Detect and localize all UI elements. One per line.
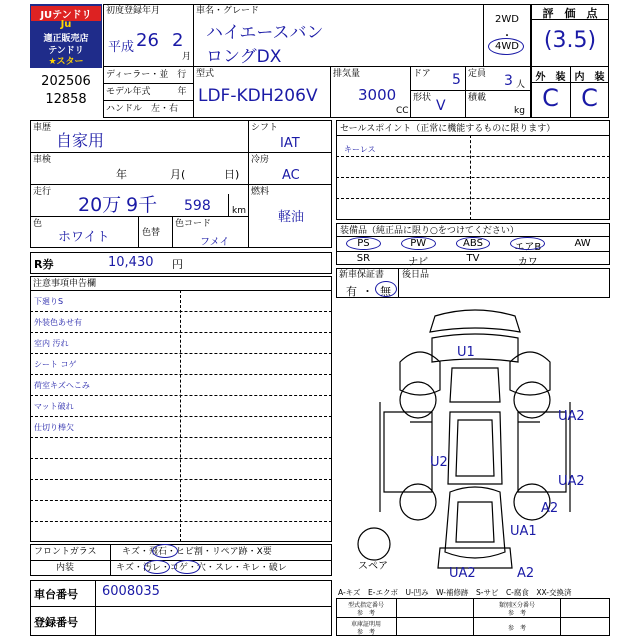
equipment-item: AW <box>574 238 591 249</box>
ext-grade: C <box>542 84 559 112</box>
mileage-sen: 9千 <box>126 194 158 216</box>
model-year-label: モデル年式 年 <box>106 87 187 97</box>
logo-line3: 適正販売店 <box>43 34 89 44</box>
drive-dot: ・ <box>502 31 512 42</box>
displacement-value: 3000 <box>358 86 397 104</box>
rating-value: (3.5) <box>543 28 597 53</box>
mark-ua2-right-lower: UA2 <box>558 474 585 489</box>
mark-u1: U1 <box>457 345 475 360</box>
warranty-none: 無 <box>380 285 391 298</box>
ref-1: 参 考 <box>356 610 375 617</box>
recycle-unit: 円 <box>172 258 183 271</box>
equipment-item: SR <box>356 253 371 264</box>
mileage-man: 20万 <box>78 194 122 216</box>
damage-legend: A-キズ E-エクボ U-凹み W-補修跡 S-サビ C-腐食 XX-交換済 <box>338 588 572 597</box>
capacity-value: 3 <box>504 73 513 89</box>
color-value: ホワイト <box>58 230 110 245</box>
equipment-item: TV <box>466 253 480 264</box>
logo-box <box>30 4 102 68</box>
notes-box <box>30 276 332 542</box>
notes-label: 注意事項申告欄 <box>33 279 97 289</box>
note-item: 外装色あせ有 <box>34 318 82 327</box>
color-code-label: 色コード <box>175 219 212 229</box>
note-item: 室内 汚れ <box>34 339 69 348</box>
load-unit: kg <box>514 106 525 116</box>
warranty-label: 新車保証書 <box>339 270 385 280</box>
inspection-year: 年 <box>116 168 127 181</box>
lot-number-1: 202506 <box>41 74 91 89</box>
equipment-circle <box>510 237 545 250</box>
registration-book-label: 後日品 <box>402 270 430 280</box>
equipment-circle <box>401 237 436 250</box>
logo-line2: Ju <box>60 19 72 30</box>
capacity-label: 定員 <box>468 69 487 79</box>
warranty-have: 有 <box>346 285 357 298</box>
color-change-label: 色替 <box>142 228 161 238</box>
windshield-text: キズ・飛石・ヒビ割・リペア跡・X要 <box>122 547 272 557</box>
first-reg-era: 平成 <box>108 40 135 55</box>
ref-model-label: 型式指定番号 <box>347 602 384 609</box>
ext-label: 外 装 <box>535 72 566 83</box>
chassis-label: 車台番号 <box>34 588 78 601</box>
inspection-day: 日) <box>224 168 240 181</box>
note-item: 下廻りS <box>34 297 64 306</box>
note-item: 荷室キズへこみ <box>34 381 90 390</box>
recycle-label: R券 <box>34 258 54 271</box>
usage-label: 車歴 <box>33 123 52 133</box>
mileage-label: 走行 <box>33 187 52 197</box>
displacement-label: 排気量 <box>333 69 361 79</box>
color-code-value: フメイ <box>200 237 230 248</box>
equipment-item: PW <box>410 238 427 249</box>
logo-line4: テンドリ <box>48 46 84 56</box>
ref-4: 参 考 <box>507 625 526 632</box>
model-value: LDF-KDH206V <box>198 86 318 106</box>
equipment-circle <box>346 237 381 250</box>
mileage-unit: km <box>232 206 246 216</box>
equipment-item: ABS <box>463 238 483 249</box>
windshield-circle <box>152 544 178 558</box>
int-label: 内 装 <box>574 72 605 83</box>
mark-ua2-right: UA2 <box>558 409 585 424</box>
ref-2: 参 考 <box>507 610 526 617</box>
note-item: 仕切り棒欠 <box>34 423 74 432</box>
inspection-label: 車検 <box>33 155 52 165</box>
warranty-none-circle <box>375 281 397 297</box>
mark-u2: U2 <box>430 455 448 470</box>
mileage-rest: 598 <box>184 198 211 214</box>
handle-label: ハンドル 左・右 <box>106 104 179 114</box>
fuel-value: 軽油 <box>278 210 305 225</box>
shift-label: シフト <box>251 123 279 133</box>
recycle-value: 10,430 <box>108 255 154 270</box>
sales-point-item-1: キーレス <box>344 145 376 154</box>
shape-value: V <box>436 98 446 114</box>
equipment-circle <box>456 237 491 250</box>
drive-4wd: 4WD <box>495 41 519 52</box>
equipment-item: カワ <box>517 257 538 268</box>
sales-point-label: セールスポイント（正常に機能するものに限ります） <box>340 124 556 134</box>
warranty-dot: ・ <box>362 285 373 298</box>
logo-line5: ★スター <box>48 57 84 67</box>
interior-circle-2 <box>174 560 200 574</box>
ref-cert-label: 車庫証明用 <box>350 621 381 628</box>
car-grade: ロングDX <box>206 47 282 67</box>
equipment-item: エアB <box>514 242 542 253</box>
doors-label: ドア <box>413 69 431 79</box>
interior-label: 内装 <box>56 563 75 573</box>
equipment-item: ナビ <box>408 257 429 268</box>
int-grade: C <box>581 84 598 112</box>
equipment-item: PS <box>357 238 370 249</box>
lot-number-2: 12858 <box>45 92 87 107</box>
model-label: 型式 <box>196 69 215 79</box>
mark-ua1: UA1 <box>510 524 537 539</box>
displacement-unit: CC <box>396 106 409 116</box>
color-label: 色 <box>33 219 43 229</box>
first-reg-month-unit: 月 <box>182 52 192 62</box>
doors-value: 5 <box>452 72 461 88</box>
aircon-value: AC <box>282 168 300 183</box>
dealer-label: ディーラー・並 行 <box>106 70 187 80</box>
car-name-label: 車名・グレード <box>196 6 260 16</box>
rating-label: 評 価 点 <box>542 7 598 20</box>
fuel-label: 燃料 <box>251 187 270 197</box>
note-item: シート コゲ <box>34 360 77 369</box>
usage-value: 自家用 <box>56 131 105 150</box>
drive-4wd-circle <box>488 38 524 55</box>
windshield-label: フロントガラス <box>34 547 97 557</box>
shape-label: 形状 <box>413 93 432 103</box>
inspection-month: 月( <box>170 168 186 181</box>
aircon-label: 冷房 <box>251 155 270 165</box>
first-reg-month: 2 <box>172 30 184 51</box>
interior-circle-1 <box>144 560 170 574</box>
shift-value: IAT <box>280 136 300 151</box>
reg-number-label: 登録番号 <box>34 616 78 629</box>
mark-a2-bottom: A2 <box>517 566 535 581</box>
equipment-label: 装備品（純正品に限り○をつけてください） <box>340 226 519 236</box>
interior-text: キズ・汚レ・コゲ・穴・スレ・キレ・破レ <box>116 563 287 573</box>
note-item: マット破れ <box>34 402 74 411</box>
first-reg-label: 初度登録年月 <box>106 6 161 16</box>
mark-ua2-bottom: UA2 <box>449 566 476 581</box>
mark-a2-right: A2 <box>541 501 559 516</box>
capacity-unit: 人 <box>516 80 526 90</box>
spare-label: スペア <box>358 561 388 572</box>
ref-3: 参 考 <box>356 629 375 636</box>
load-label: 積載 <box>468 93 487 103</box>
chassis-value: 6008035 <box>102 584 160 599</box>
first-reg-year: 26 <box>136 30 159 51</box>
car-diagram <box>340 302 610 580</box>
drive-2wd: 2WD <box>495 14 519 25</box>
car-name: ハイエースバン <box>206 23 324 43</box>
ref-class-label: 類別区分番号 <box>498 602 535 609</box>
logo-line1: JUテンドリ <box>31 6 101 21</box>
